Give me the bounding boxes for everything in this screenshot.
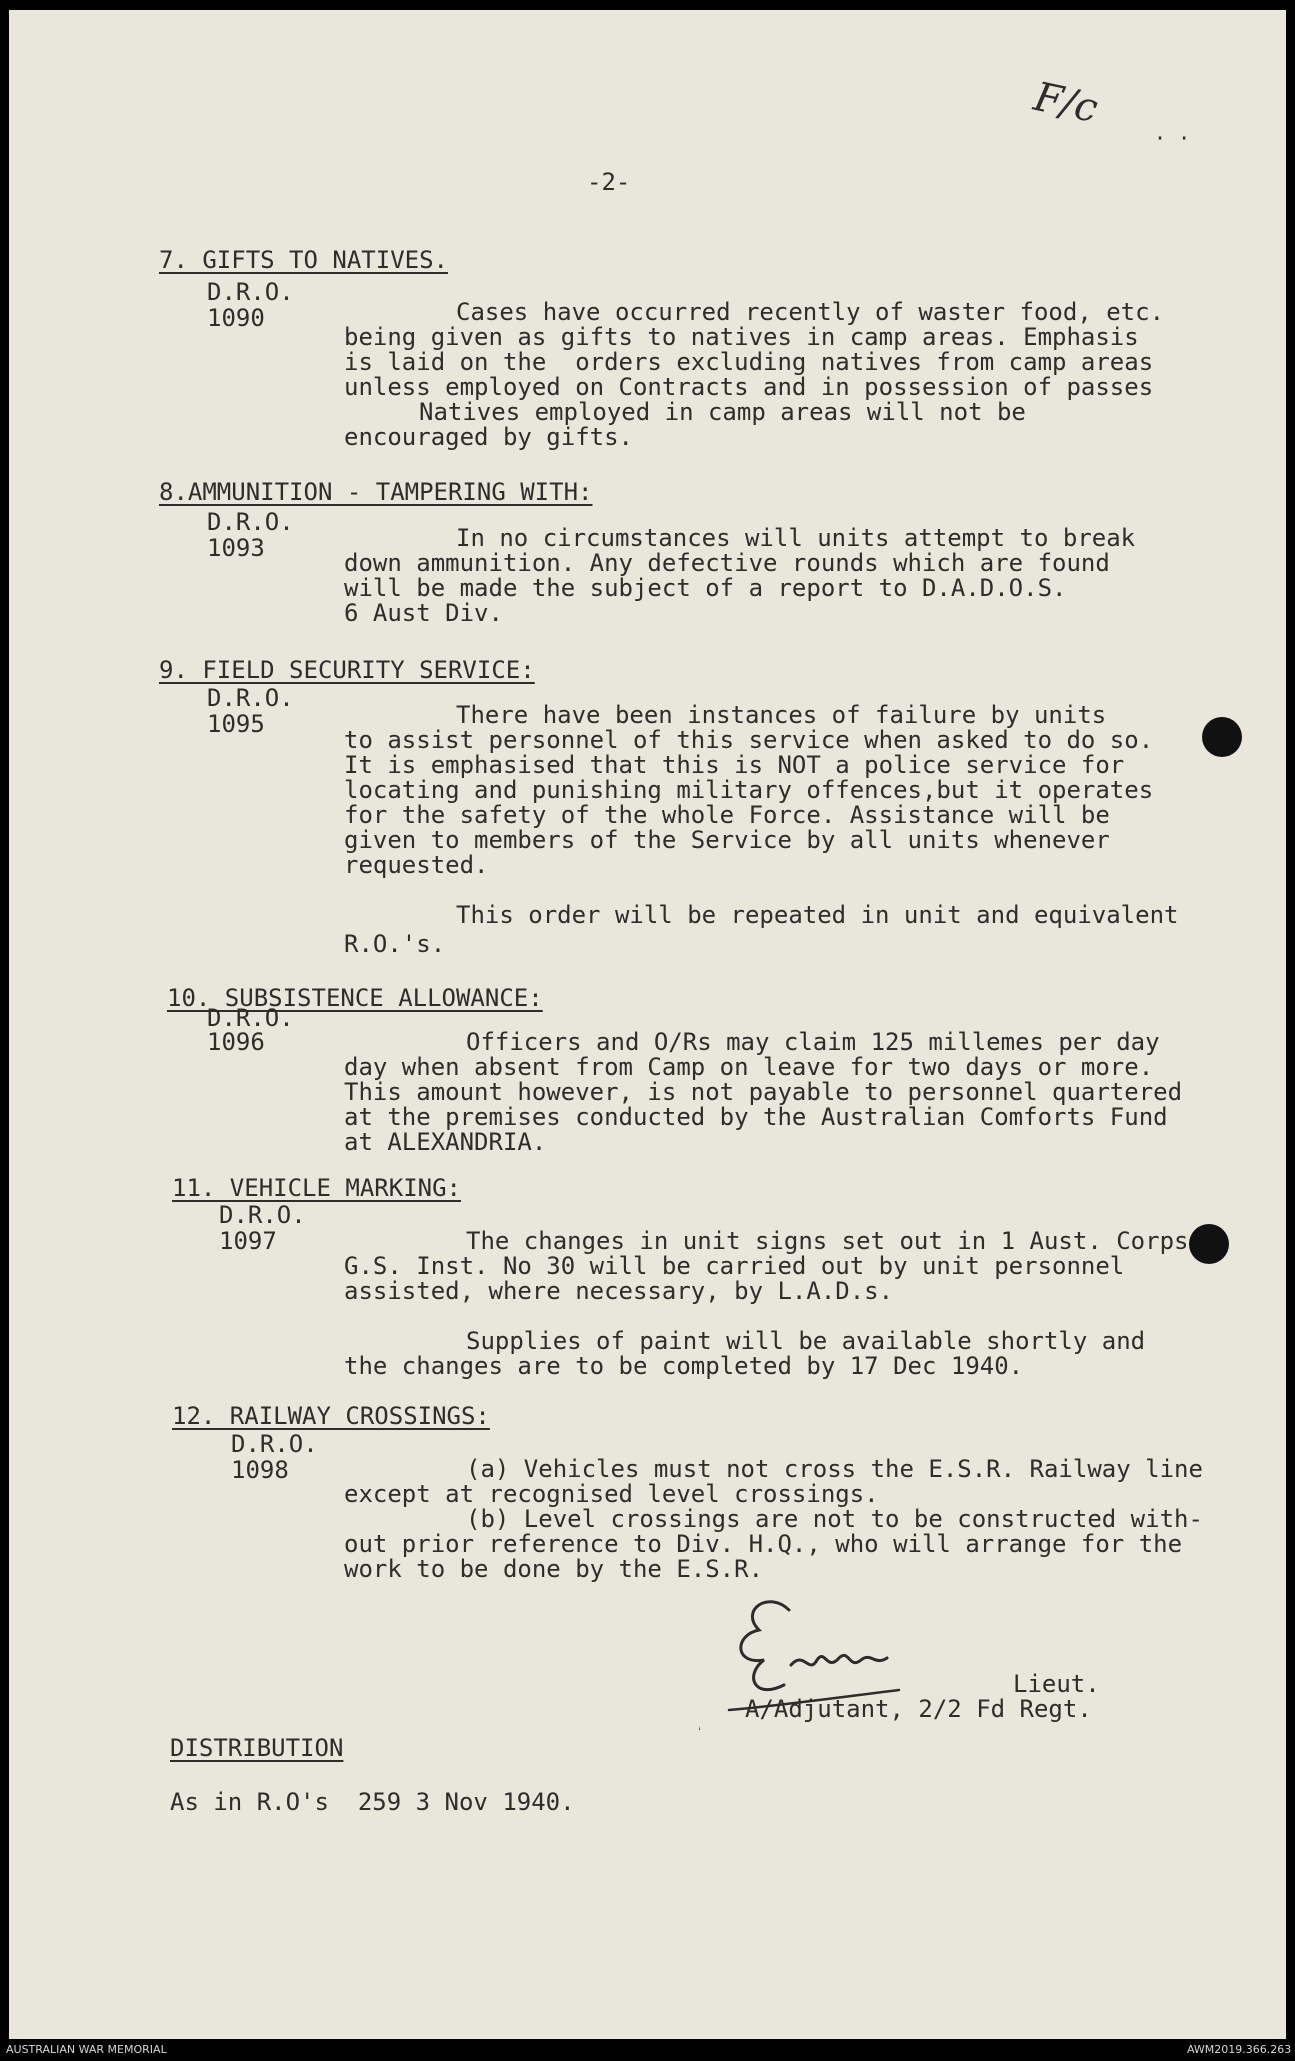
distribution-text: As in R.O's 259 3 Nov 1940.: [170, 1788, 575, 1816]
body-line: at ALEXANDRIA.: [344, 1128, 547, 1156]
body-line: This amount however, is not payable to personnel quartered: [344, 1078, 1183, 1106]
body-line: (b) Level crossings are not to be constructed with-: [466, 1505, 1203, 1533]
document-page: [9, 10, 1286, 2039]
signatory-rank: Lieut.: [1013, 1670, 1100, 1698]
body-line: Officers and O/Rs may claim 125 millemes per day: [466, 1028, 1160, 1056]
body-line: being given as gifts to natives in camp areas. Emphasis: [344, 323, 1139, 351]
body-line: at the premises conducted by the Australian Comforts Fund: [344, 1103, 1168, 1131]
footer-credit: AUSTRALIAN WAR MEMORIAL: [6, 2043, 167, 2056]
signatory-appointment: A/Adjutant, 2/2 Fd Regt.: [745, 1695, 1092, 1723]
section-heading: 10. SUBSISTENCE ALLOWANCE:: [167, 984, 543, 1012]
dro-label: D.R.O.: [207, 684, 294, 712]
dro-number: 1090: [207, 304, 265, 332]
section-heading: 8.AMMUNITION - TAMPERING WITH:: [159, 478, 593, 506]
body-line: except at recognised level crossings.: [344, 1480, 879, 1508]
section-heading: 12. RAILWAY CROSSINGS:: [172, 1402, 490, 1430]
dro-number: 1097: [219, 1227, 277, 1255]
punch-hole: [1202, 717, 1242, 757]
section-heading: 11. VEHICLE MARKING:: [172, 1174, 461, 1202]
body-line: There have been instances of failure by units: [456, 701, 1107, 729]
body-line: work to be done by the E.S.R.: [344, 1555, 764, 1583]
body-line: unless employed on Contracts and in possession of passes: [344, 373, 1154, 401]
body-line: encouraged by gifts.: [344, 423, 633, 451]
body-line: given to members of the Service by all units whenever: [344, 826, 1110, 854]
body-line: will be made the subject of a report to D.A.D.O.S.: [344, 574, 1067, 602]
body-line: locating and punishing military offences,but it operates: [344, 776, 1154, 804]
body-line: Supplies of paint will be available shortly and: [466, 1327, 1146, 1355]
body-line: The changes in unit signs set out in 1 Aust. Corps: [466, 1227, 1189, 1255]
dro-number: 1098: [231, 1456, 289, 1484]
body-line: G.S. Inst. No 30 will be carried out by unit personnel: [344, 1252, 1125, 1280]
section-heading: 9. FIELD SECURITY SERVICE:: [159, 656, 535, 684]
body-line: 6 Aust Div.: [344, 599, 503, 627]
body-line: In no circumstances will units attempt to break: [456, 524, 1136, 552]
body-line: down ammunition. Any defective rounds which are found: [344, 549, 1110, 577]
body-line: requested.: [344, 851, 489, 879]
dro-label: D.R.O.: [207, 508, 294, 536]
distribution-heading: DISTRIBUTION: [170, 1734, 344, 1762]
footer-accession-number: AWM2019.366.263: [1187, 2043, 1292, 2056]
punch-hole: [1189, 1224, 1229, 1264]
section-heading: 7. GIFTS TO NATIVES.: [159, 246, 448, 274]
typed-order: [9, 10, 1286, 2039]
body-line: This order will be repeated in unit and equivalent: [456, 901, 1179, 929]
dro-number: 1096: [207, 1028, 265, 1056]
body-line: day when absent from Camp on leave for two days or more.: [344, 1053, 1154, 1081]
body-line: Cases have occurred recently of waster food, etc.: [456, 298, 1165, 326]
dro-label: D.R.O.: [207, 1004, 294, 1032]
body-line: R.O.'s.: [344, 930, 446, 958]
page-number: -2-: [587, 168, 631, 196]
body-line: the changes are to be completed by 17 Dec 1940.: [344, 1352, 1024, 1380]
body-line: assisted, where necessary, by L.A.D.s.: [344, 1277, 894, 1305]
dro-label: D.R.O.: [207, 278, 294, 306]
dro-label: D.R.O.: [231, 1430, 318, 1458]
pencil-dot: · ·: [1154, 126, 1191, 150]
body-line: Natives employed in camp areas will not be: [419, 398, 1026, 426]
dro-number: 1095: [207, 710, 265, 738]
dro-number: 1093: [207, 534, 265, 562]
body-line: It is emphasised that this is NOT a police service for: [344, 751, 1125, 779]
body-line: to assist personnel of this service when asked to do so.: [344, 726, 1154, 754]
body-line: out prior reference to Div. H.Q., who will arrange for the: [344, 1530, 1183, 1558]
body-line: for the safety of the whole Force. Assistance will be: [344, 801, 1110, 829]
dro-label: D.R.O.: [219, 1201, 306, 1229]
body-line: (a) Vehicles must not cross the E.S.R. Railway line: [466, 1455, 1203, 1483]
body-line: is laid on the orders excluding natives from camp areas: [344, 348, 1154, 376]
handwritten-annotation: F/c: [1029, 73, 1102, 133]
